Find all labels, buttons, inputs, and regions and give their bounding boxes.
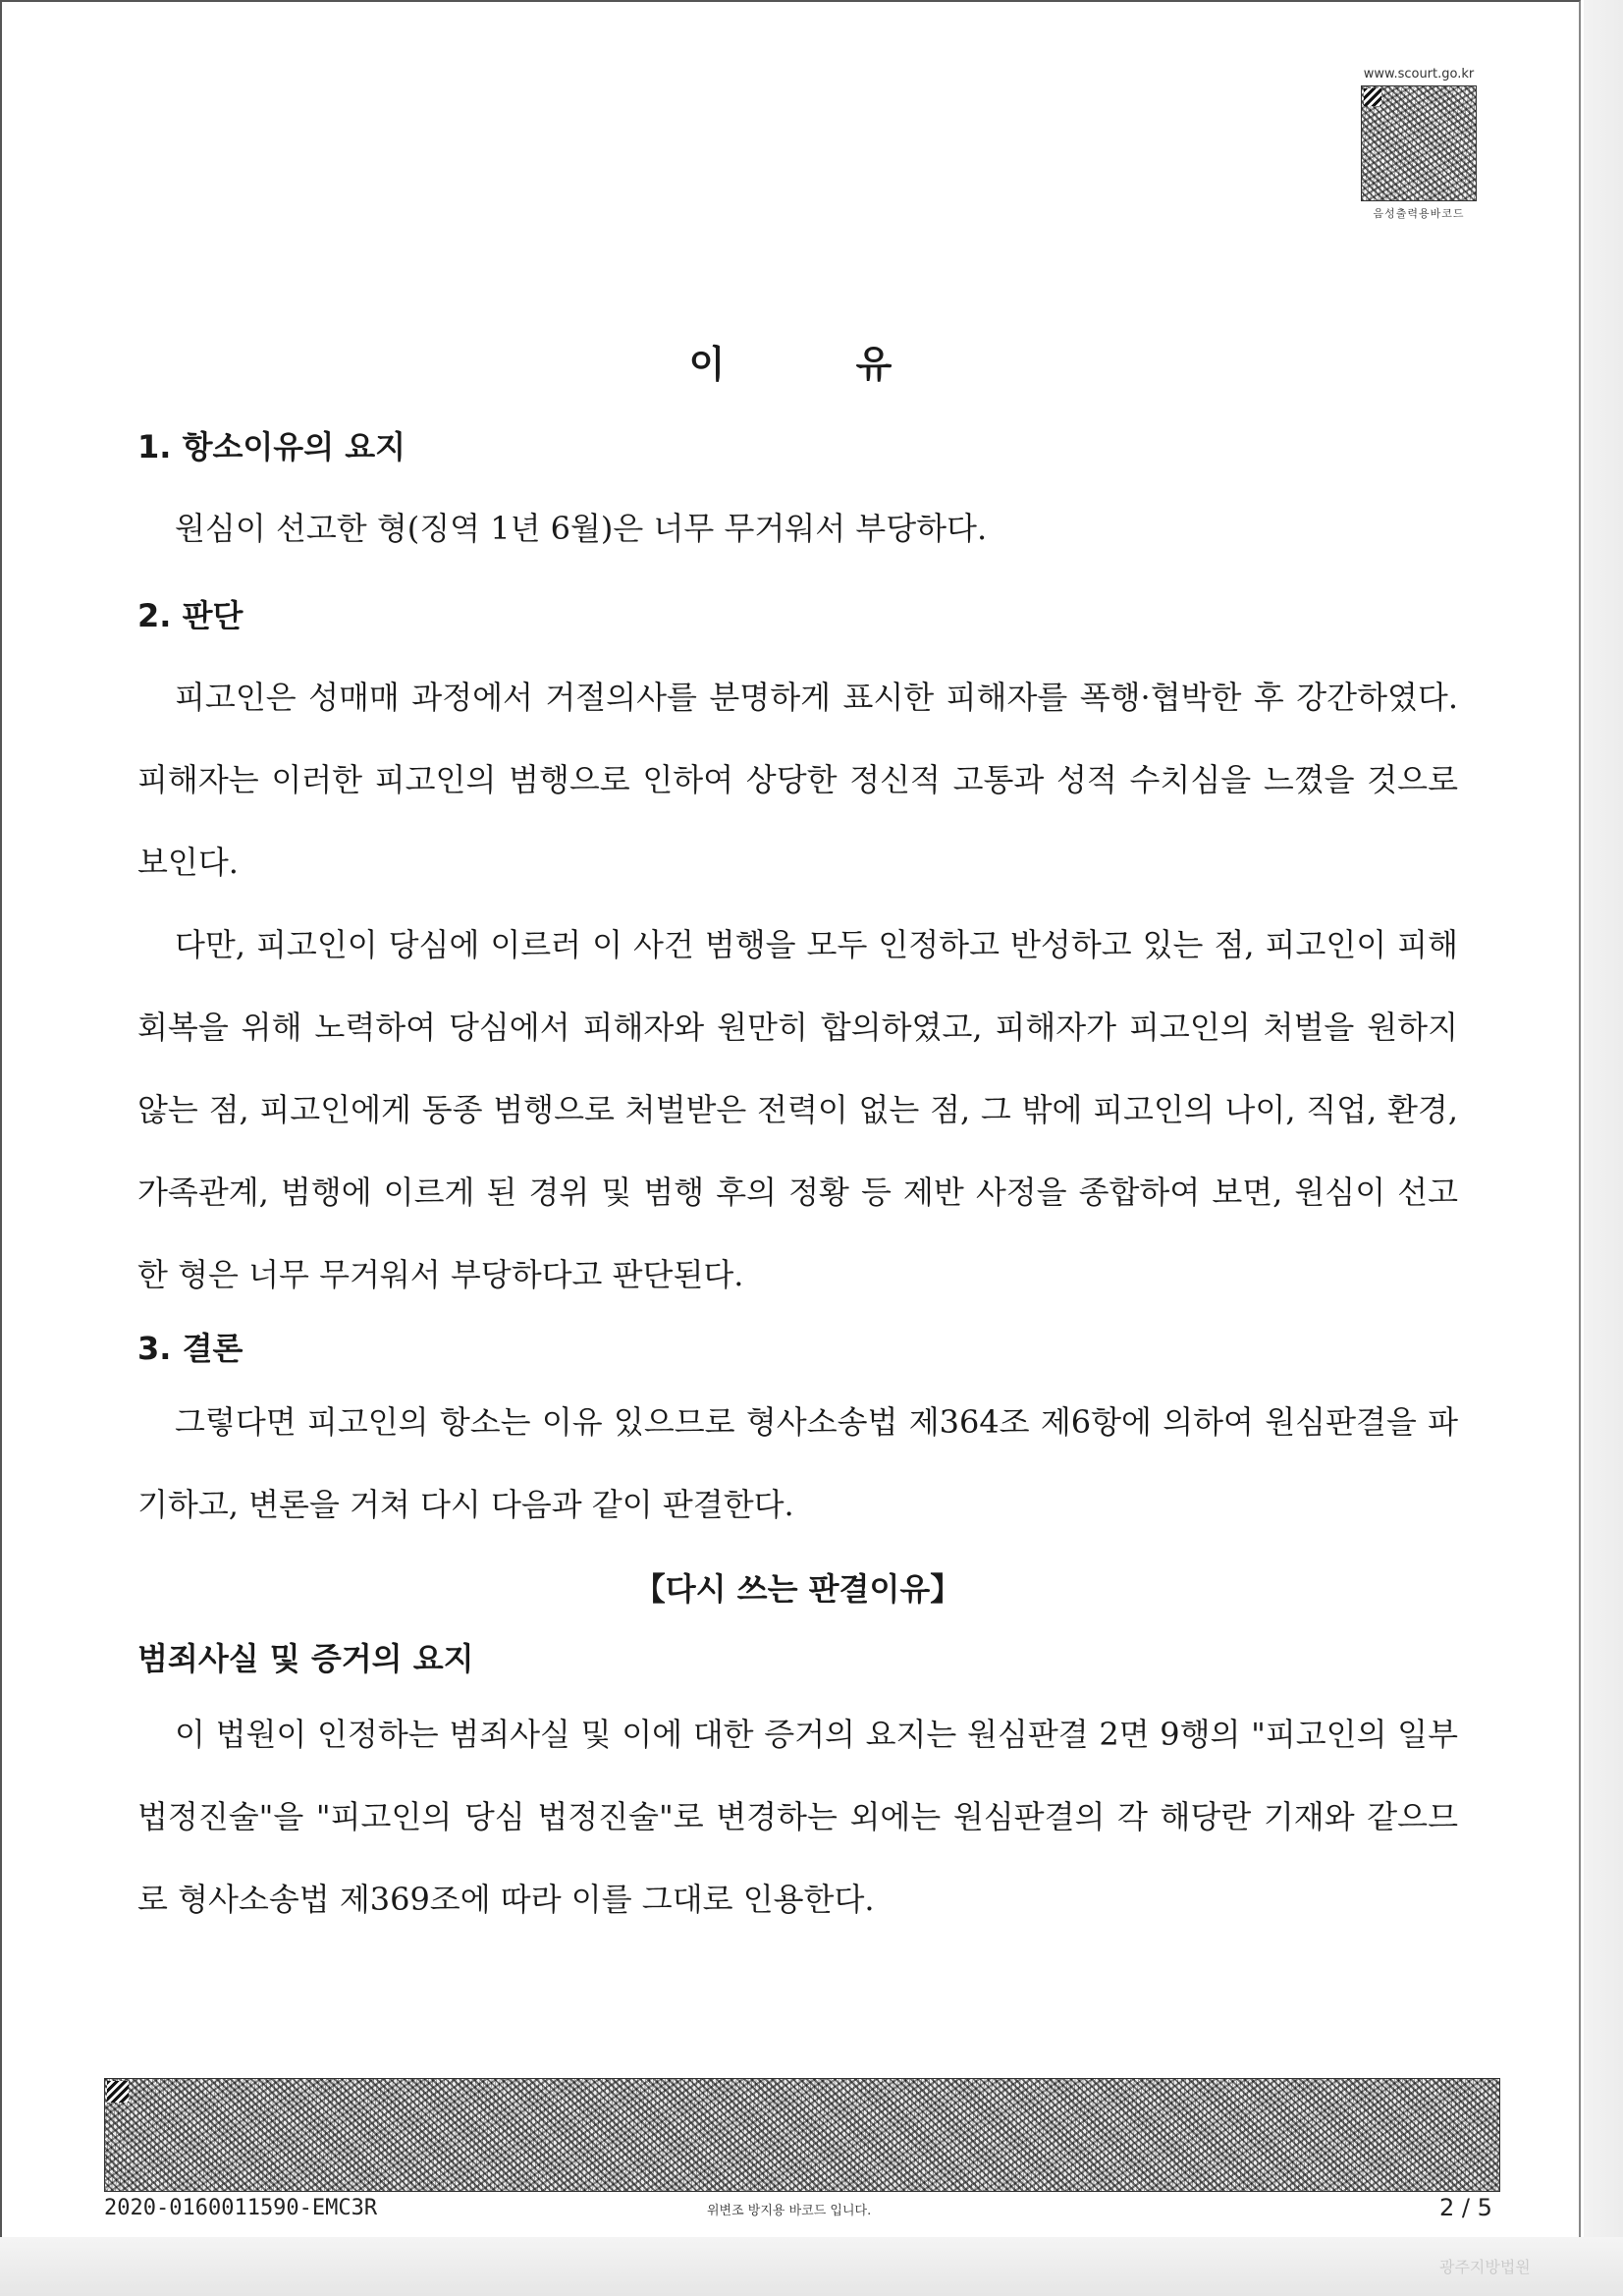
judgment-paragraph-1: 피고인은 성매매 과정에서 거절의사를 분명하게 표시한 피해자를 폭행·협박한 후 강간하였다. 피해자는 이러한 피고인의 범행으로 인하여 상당한 정신적 고통과 성적 수치심을 느꼈을 것으로 보인다. xyxy=(137,679,1458,881)
section-heading-judgment: 2. 판단 xyxy=(137,597,243,634)
voice-output-barcode-block xyxy=(1359,67,1479,221)
document-body xyxy=(137,422,1458,1941)
barcode-caption: 음성출력용바코드 xyxy=(1373,207,1465,220)
rewritten-judgment-subtitle: 【다시 쓰는 판결이유】 xyxy=(633,1570,962,1608)
judgment-paragraph-2: 다만, 피고인이 당심에 이르러 이 사건 범행을 모두 인정하고 반성하고 있는 점, 피고인이 피해 회복을 위해 노력하여 당심에서 피해자와 원만히 합의하였고, 피해자가 피고인의 처벌을 원하지 않는 점, 피고인에게 동종 범행으로 처벌받은 전력이 없는 점, 그 밖에 피고인의 나이, 직업, 환경, 가족관계, 범행에 이르게 된 경위 및 범행 후의 정황 등 제반 사정을 종합하여 보면, 원심이 선고한 형은 너무 무거워서 부당하다고 판단된다. xyxy=(137,926,1458,1293)
section-heading-conclusion: 3. 결론 xyxy=(137,1330,243,1367)
court-url: www.scourt.go.kr xyxy=(1363,67,1475,82)
conclusion-text: 그렇다면 피고인의 항소는 이유 있으므로 형사소송법 제364조 제6항에 의하여 원심판결을 파기하고, 변론을 거쳐 다시 다음과 같이 판결한다. xyxy=(137,1403,1458,1523)
page-title: 이 유 xyxy=(688,343,893,386)
facts-evidence-text: 이 법원이 인정하는 범죄사실 및 이에 대한 증거의 요지는 원심판결 2면 9행의 "피고인의 일부 법정진술"을 "피고인의 당심 법정진술"로 변경하는 외에는 원심판결의 각 해당란 기재와 같으므로 형사소송법 제369조에 따라 이를 그대로 인용한다. xyxy=(137,1716,1458,1918)
section-heading-facts-evidence: 범죄사실 및 증거의 요지 xyxy=(137,1640,474,1677)
section-heading-appeal-reasons: 1. 항소이유의 요지 xyxy=(137,428,406,465)
scan-edge-bottom xyxy=(0,2237,1623,2296)
court-stamp: 광주지방법원 xyxy=(1439,2258,1531,2276)
anti-forgery-barcode xyxy=(104,2078,1500,2192)
document-id: 2020-0160011590-EMC3R xyxy=(104,2196,378,2220)
anti-forgery-note: 위변조 방지용 바코드 입니다. xyxy=(707,2204,872,2218)
qr-code-icon xyxy=(1361,85,1477,201)
scan-edge-right xyxy=(1584,0,1623,2296)
appeal-reasons-text: 원심이 선고한 형(징역 1년 6월)은 너무 무거워서 부당하다. xyxy=(175,510,988,547)
page-number: 2 / 5 xyxy=(1439,2194,1492,2221)
